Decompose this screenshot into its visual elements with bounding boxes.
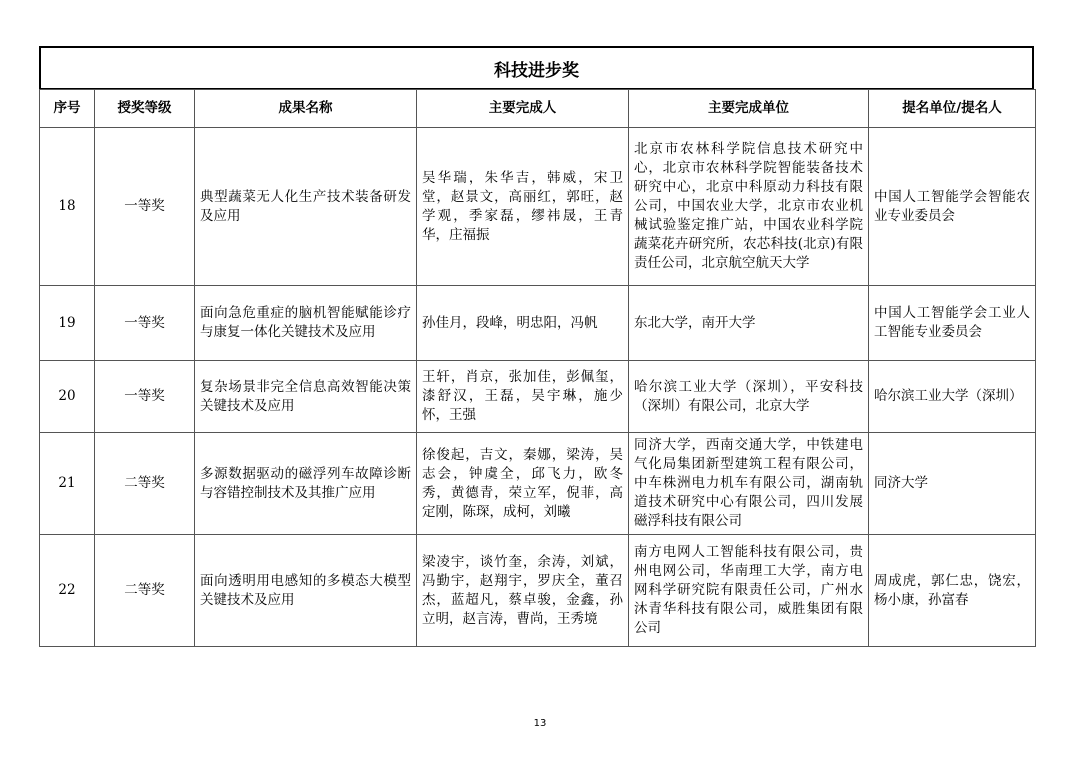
row-no: 21 <box>40 433 95 535</box>
row-nominator: 同济大学 <box>869 433 1036 535</box>
col-header-no: 序号 <box>40 90 95 128</box>
section-title: 科技进步奖 <box>39 46 1034 90</box>
col-header-level: 授奖等级 <box>95 90 195 128</box>
row-nominator: 哈尔滨工业大学（深圳） <box>869 361 1036 433</box>
row-nominator: 中国人工智能学会工业人工智能专业委员会 <box>869 286 1036 361</box>
row-no: 18 <box>40 128 95 286</box>
row-no: 19 <box>40 286 95 361</box>
col-header-nominator: 提名单位/提名人 <box>869 90 1036 128</box>
row-level: 二等奖 <box>95 433 195 535</box>
row-people: 孙佳月，段峰，明忠阳，冯帆 <box>417 286 629 361</box>
row-units: 哈尔滨工业大学（深圳），平安科技（深圳）有限公司，北京大学 <box>629 361 869 433</box>
row-no: 22 <box>40 535 95 647</box>
row-units: 同济大学，西南交通大学，中铁建电气化局集团新型建筑工程有限公司，中车株洲电力机车有限公司，湖南轨道技术研究中心有限公司，四川发展磁浮科技有限公司 <box>629 433 869 535</box>
row-name: 面向透明用电感知的多模态大模型关键技术及应用 <box>195 535 417 647</box>
row-people: 徐俊起，吉文，秦娜，梁涛，吴志会，钟虞全，邱飞力，欧冬秀，黄德青，荣立军，倪菲，高定刚，陈琛，成柯，刘曦 <box>417 433 629 535</box>
awards-table <box>39 89 1036 647</box>
row-units: 东北大学，南开大学 <box>629 286 869 361</box>
table-header-row <box>40 90 1036 128</box>
row-units: 北京市农林科学院信息技术研究中心，北京市农林科学院智能装备技术研究中心，北京中科原动力科技有限公司，中国农业大学，北京市农业机械试验鉴定推广站，中国农业科学院蔬菜花卉研究所，农芯科技(北京)有限责任公司，北京航空航天大学 <box>629 128 869 286</box>
row-people: 梁凌宇，谈竹奎，余涛，刘斌，冯勤宇，赵翔宇，罗庆全，董召杰，蓝超凡，蔡卓骏，金鑫，孙立明，赵言涛，曹尚，王秀境 <box>417 535 629 647</box>
table-row <box>40 128 1036 286</box>
table-row <box>40 286 1036 361</box>
row-name: 典型蔬菜无人化生产技术装备研发及应用 <box>195 128 417 286</box>
page-number: 13 <box>533 718 547 729</box>
row-nominator: 周成虎，郭仁忠，饶宏，杨小康，孙富春 <box>869 535 1036 647</box>
row-no: 20 <box>40 361 95 433</box>
col-header-people: 主要完成人 <box>417 90 629 128</box>
row-units: 南方电网人工智能科技有限公司，贵州电网公司，华南理工大学，南方电网科学研究院有限责任公司，广州水沐青华科技有限公司，威胜集团有限公司 <box>629 535 869 647</box>
row-nominator: 中国人工智能学会智能农业专业委员会 <box>869 128 1036 286</box>
table-row <box>40 361 1036 433</box>
row-name: 面向急危重症的脑机智能赋能诊疗与康复一体化关键技术及应用 <box>195 286 417 361</box>
col-header-name: 成果名称 <box>195 90 417 128</box>
row-people: 吴华瑞，朱华吉，韩威，宋卫堂，赵景文，高丽红，郭旺，赵学观，季家磊，缪祎晟，王青华，庄福振 <box>417 128 629 286</box>
row-level: 一等奖 <box>95 361 195 433</box>
row-people: 王轩，肖京，张加佳，彭佩玺，漆舒汉，王磊，吴宇琳，施少怀，王强 <box>417 361 629 433</box>
row-level: 一等奖 <box>95 128 195 286</box>
table-row <box>40 535 1036 647</box>
table-row <box>40 433 1036 535</box>
row-name: 多源数据驱动的磁浮列车故障诊断与容错控制技术及其推广应用 <box>195 433 417 535</box>
col-header-units: 主要完成单位 <box>629 90 869 128</box>
row-level: 一等奖 <box>95 286 195 361</box>
row-name: 复杂场景非完全信息高效智能决策关键技术及应用 <box>195 361 417 433</box>
row-level: 二等奖 <box>95 535 195 647</box>
